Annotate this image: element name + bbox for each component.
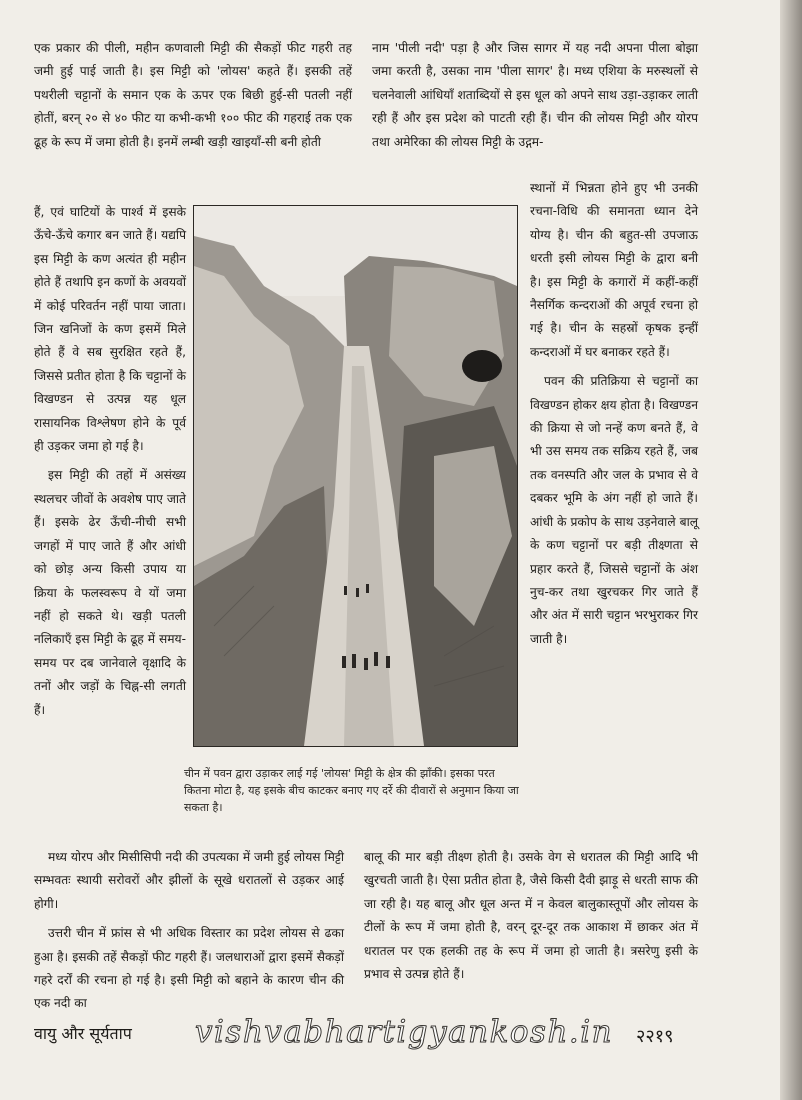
- right-column-narrow: [530, 177, 698, 651]
- loess-canyon-photo: [193, 205, 518, 747]
- site-watermark: vishvabhartigyankosh.in: [195, 1014, 614, 1050]
- bottom-left-paragraph-1: मध्य योरप और मिसीसिपी नदी की उपत्यका में जमी हुई लोयस मिट्टी सम्भवतः स्थायी सरोवरों और झीलों के सूखे धरातलों से उड़कर आई होगी।: [34, 850, 344, 911]
- left-narrow-paragraph-2: इस मिट्टी की तहों में असंख्य स्थलचर जीवों के अवशेष पाए जाते हैं। इसके ढेर ऊँची-नीची सभी जगहों में पाए जाते हैं और आंधी को छोड़ अन्य किसी उपाय या क्रिया के फलस्वरूप वे यों जमा नहीं हो सकते थे। खड़ी पतली नलिकाएँ इस मिट्टी के ढूह में समय-समय पर दब जानेवाले वृक्षादि के तनों और जड़ों के चिह्न-सी लगती हैं।: [34, 468, 186, 717]
- right-top-paragraph: नाम 'पीली नदी' पड़ा है और जिस सागर में यह नदी अपना पीला बोझा जमा करती है, उसका नाम 'पीला सागर' है। मध्य एशिया के मरुस्थलों से चलनेवाली आंधियाँ शताब्दियों से इस धूल को अपने साथ उड़ा-उड़ाकर लाती रही हैं और इस प्रदेश को पाटती रही हैं। चीन की लोयस मिट्टी और योरप तथा अमेरिका की लोयस मिट्टी के उद्गम-: [372, 41, 698, 149]
- left-top-paragraph: एक प्रकार की पीली, महीन कणवाली मिट्टी की सैकड़ों फीट गहरी तह जमी हुई पाई जाती है। इस मिट्टी को 'लोयस' कहते हैं। इसकी तहें पथरीली चट्टानों के समान एक के ऊपर एक बिछी हुई-सी पतली नहीं होतीं, बरन् २० से ४० फीट या कभी-कभी १०० फीट की गहराई तक एक ढूह के रूप में जमा होती है। इनमें लम्बी खड़ी खाइयाँ-सी बनी होती: [34, 41, 352, 149]
- bottom-left-paragraph-2: उत्तरी चीन में फ्रांस से भी अधिक विस्तार का प्रदेश लोयस से ढका हुआ है। इसकी तहें सैकड़ों फीट गहरी हैं। जलधाराओं द्वारा इसमें सैकड़ों गहरे दर्रों की रचना हो गई है। इसी मिट्टी को बहाने के कारण चीन की एक नदी का: [34, 926, 344, 1011]
- bottom-right-paragraph-1: बालू की मार बड़ी तीक्ष्ण होती है। उसके वेग से धरातल की मिट्टी आदि भी खुरचती जाती है। ऐसा प्रतीत होता है, जैसे किसी दैवी झाड़ू से धरती साफ की जा रही है। यह बालू और धूल अन्त में न केवल बालुकास्तूपों और लोयस के टीलों के रूप में जमा होती है, वरन् दूर-दूर तक आकाश में छाकर अंत में धरातल पर एक हलकी तह के रूप में जमा हो जाती है। त्रसरेणु इसी के प्रभाव से उत्पन्न होते हैं।: [364, 850, 698, 982]
- bottom-right-column: [364, 846, 698, 986]
- left-narrow-paragraph-1: हैं, एवं घाटियों के पार्श्व में इसके ऊँचे-ऊँचे कगार बन जाते हैं। यद्यपि इस मिट्टी के कण अत्यंत ही महीन होते हैं तथापि इन कणों के अवयवों में कोई परिवर्तन नहीं पाया जाता। जिन खनिजों के कण इसमें मिले होते हैं वे सब सुरक्षित रहते हैं, जिससे प्रतीत होता है कि चट्टानों के विखण्डन से उत्पन्न यह धूल रासायनिक विश्लेषण होने के पूर्व ही उड़कर जमा हो गई है।: [34, 205, 186, 454]
- page-number: २२१९: [636, 1026, 674, 1047]
- right-narrow-paragraph-1: स्थानों में भिन्नता होने हुए भी उनकी रचना-विधि की समानता ध्यान देने योग्य है। चीन की बहुत-सी उपजाऊ धरती इसी लोयस मिट्टी के द्वारा बनी है। इस मिट्टी के कगारों में कहीं-कहीं नैसर्गिक कन्दराओं की अपूर्व रचना हो गई है। चीन के सहस्रों कृषक इन्हीं कन्दराओं में घर बनाकर रहते हैं।: [530, 181, 698, 359]
- bottom-left-column: [34, 846, 344, 1016]
- left-column-narrow: [34, 201, 186, 722]
- book-spine-shadow: [780, 0, 802, 1100]
- right-narrow-paragraph-2: पवन की प्रतिक्रिया से चट्टानों का विखण्डन होकर क्षय होता है। विखण्डन की क्रिया से जो नन्हें कण बनते हैं, वे भी उस समय तक सक्रिय रहते हैं, जब तक वनस्पति और जल के प्रभाव से वे दबकर भूमि के अंग नहीं हो जाते हैं। आंधी के प्रकोप के साथ उड़नेवाले बालू के कण चट्टानों पर बड़ी तीक्ष्णता से प्रहार करते हैं, जिससे चट्टानों के अंश नुच-कर तथा खुरचकर गिर जाते हैं और अंत में सारी चट्टान भरभुराकर गिर जाती है।: [530, 374, 698, 646]
- section-title: वायु और सूर्यताप: [34, 1024, 132, 1043]
- right-column-top: [372, 37, 698, 154]
- left-column-top: [34, 37, 352, 154]
- figure-caption: चीन में पवन द्वारा उड़ाकर लाई गई 'लोयस' मिट्टी के क्षेत्र की झाँकी। इसका परत कितना मोटा है, यह इसके बीच काटकर बनाए गए दर्रे की दीवारों से अनुमान किया जा सकता है।: [184, 767, 519, 814]
